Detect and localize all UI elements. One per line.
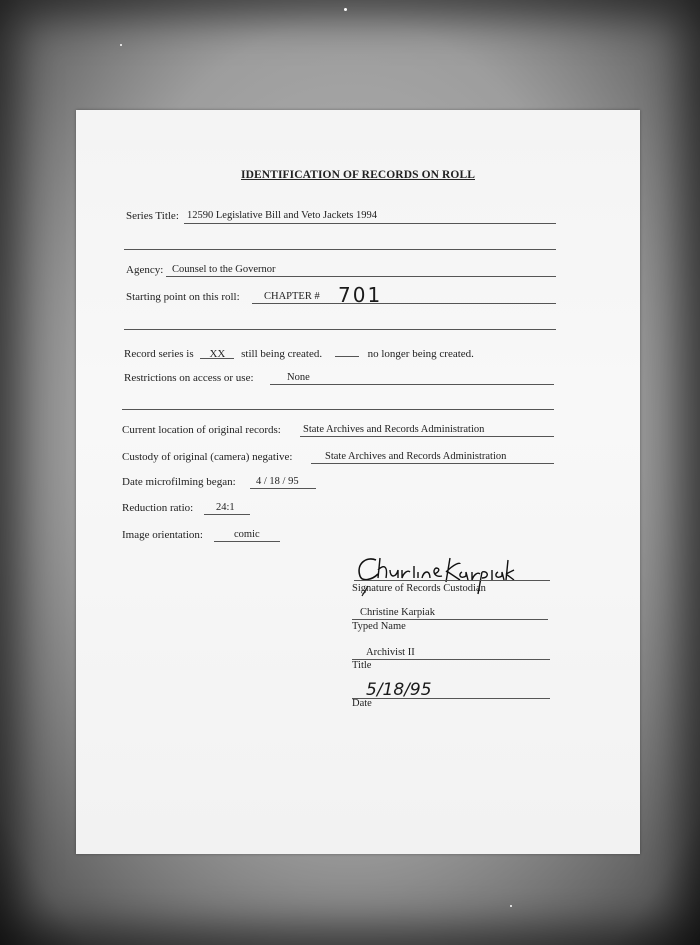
starting-point-value: CHAPTER # [264,291,320,302]
film-speck [510,905,512,907]
reduction-label: Reduction ratio: [122,502,194,514]
restrictions-line-2 [122,409,554,410]
film-speck [344,8,347,11]
still-created-text: still being created. [241,348,323,360]
film-speck [120,44,122,46]
custody-line [311,463,554,464]
record-series-label: Record series is [124,348,194,360]
date-label: Date [352,698,372,709]
title-value: Archivist II [366,647,415,658]
restrictions-line [270,384,554,385]
typed-name-line [352,619,548,620]
no-longer-blank [335,346,359,357]
records-form-page [76,110,640,854]
reduction-line [204,514,250,515]
restrictions-value: None [287,372,310,383]
typed-name-label: Typed Name [352,621,406,632]
form-title: IDENTIFICATION OF RECORDS ON ROLL [241,169,475,181]
signature-line [354,580,550,581]
series-title-line-2 [124,249,556,250]
starting-point-line [252,303,556,304]
date-began-line [250,488,316,489]
series-title-value: 12590 Legislative Bill and Veto Jackets 1994 [187,210,377,221]
typed-name-value: Christine Karpiak [360,607,435,618]
starting-point-label: Starting point on this roll: [126,291,240,303]
current-location-value: State Archives and Records Administration [303,424,485,435]
record-series-row [124,346,474,360]
date-line [352,698,550,699]
starting-point-handwritten: 701 [338,283,383,307]
restrictions-label: Restrictions on access or use: [124,372,254,384]
orientation-label: Image orientation: [122,529,203,541]
custody-label: Custody of original (camera) negative: [122,451,293,463]
orientation-line [214,541,280,542]
title-label: Title [352,660,372,671]
agency-value: Counsel to the Governor [172,264,276,275]
no-longer-text: no longer being created. [367,348,474,360]
current-location-label: Current location of original records: [122,424,281,436]
series-title-label: Series Title: [126,210,179,222]
reduction-value: 24:1 [216,502,235,513]
record-series-mark-text: XX [209,348,226,360]
custody-value: State Archives and Records Administration [325,451,507,462]
date-began-value: 4 / 18 / 95 [256,476,299,487]
title-line [352,659,550,660]
date-began-label: Date microfilming began: [122,476,236,488]
series-title-line [184,223,556,224]
current-location-line [300,436,554,437]
starting-point-line-2 [124,329,556,330]
agency-line [166,276,556,277]
signature-label: Signature of Records Custodian [352,583,486,594]
agency-label: Agency: [126,264,164,276]
orientation-value: comic [234,529,260,540]
date-handwritten: 5/18/95 [366,680,432,700]
record-series-mark [200,348,234,359]
